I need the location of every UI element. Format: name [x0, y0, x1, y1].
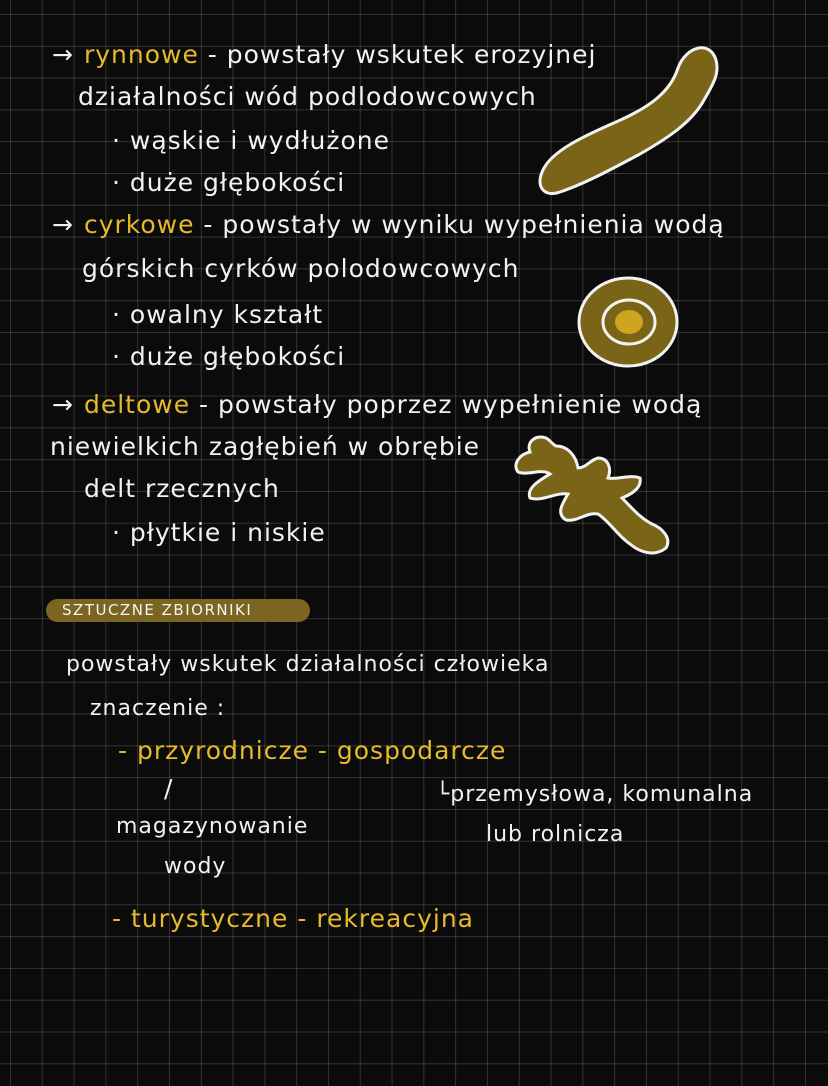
section-deltowe-line1 — [52, 390, 702, 420]
arrow-icon: → — [52, 210, 74, 239]
term-cyrkowe: cyrkowe — [83, 210, 195, 239]
definition-rynnowe-1: - powstały wskutek erozyjnej — [198, 40, 597, 69]
significance-item-2: - turystyczne - rekreacyjna — [112, 904, 474, 933]
term-rynnowe: rynnowe — [83, 40, 199, 69]
definition-deltowe-3: delt rzecznych — [84, 474, 280, 503]
cirque-lake-illustration — [574, 272, 684, 372]
definition-cyrkowe-2: górskich cyrków polodowcowych — [82, 254, 520, 283]
bullet-deltowe-1: · płytkie i niskie — [112, 518, 326, 547]
definition-cyrkowe-1: - powstały w wyniku wypełnienia wodą — [194, 210, 725, 239]
definition-deltowe-2: niewielkich zagłębień w obrębie — [50, 432, 481, 461]
bullet-cyrkowe-2: · duże głębokości — [112, 342, 346, 371]
delta-lake-illustration — [506, 428, 676, 563]
artificial-intro: powstały wskutek działalności człowieka — [66, 652, 550, 677]
slash-mark: / — [164, 774, 174, 803]
significance-label: znaczenie : — [90, 696, 226, 721]
section-rynnowe-line1 — [52, 40, 596, 70]
bullet-cyrkowe-1: · owalny kształt — [112, 300, 324, 329]
section-heading-badge: SZTUCZNE ZBIORNIKI — [46, 599, 310, 622]
arrow-icon: → — [52, 390, 74, 419]
ribbon-lake-illustration — [520, 38, 720, 203]
bullet-rynnowe-1: · wąskie i wydłużone — [112, 126, 391, 155]
water-storage: magazynowanie — [116, 814, 309, 839]
definition-deltowe-1: - powstały poprzez wypełnienie wodą — [190, 390, 703, 419]
significance-item-1: - przyrodnicze - gospodarcze — [118, 736, 507, 765]
industrial-use: └przemysłowa, komunalna — [436, 782, 754, 807]
term-deltowe: deltowe — [83, 390, 191, 419]
arrow-icon: → — [52, 40, 74, 69]
definition-rynnowe-2: działalności wód podlodowcowych — [78, 82, 537, 111]
bullet-rynnowe-2: · duże głębokości — [112, 168, 346, 197]
water-storage-2: wody — [164, 854, 227, 879]
agricultural-use: lub rolnicza — [486, 822, 625, 847]
section-cyrkowe-line1 — [52, 210, 725, 240]
